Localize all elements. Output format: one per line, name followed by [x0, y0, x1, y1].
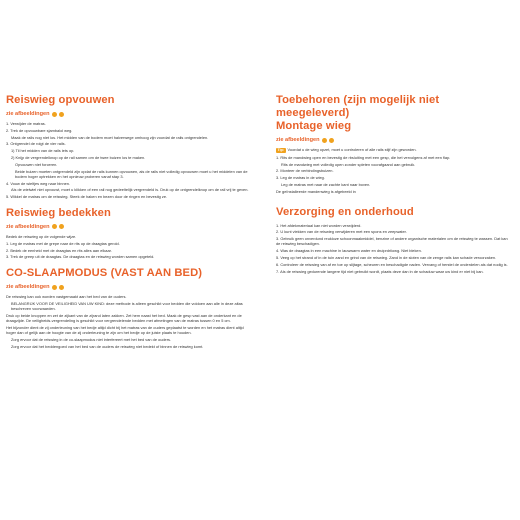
see-images-assembly: zie afbeeldingen	[276, 137, 512, 143]
step: 6. Controleer de reiswieg van af en toe op slijtage, scheuren en beschadigde naden. Vervang of herstel de onderdelen als dat nodig is.	[276, 261, 508, 267]
step: 7. Als de reiswieg gedurende langere tijd niet gebruikt wordt, plaats deze dan in de schaduw waar uw kind er niet bij kan.	[276, 268, 484, 274]
substep: 1) Til het midden van de rails iets op.	[11, 148, 75, 154]
step: 1. Leg de matras met de grepe naar de rits op de draagtas gerold.	[6, 240, 120, 246]
note: Rits de mandwieg met volledig open zonder spleten voorafgaand aan gebruik.	[281, 161, 416, 167]
step: 2. Bedek de eenheid met de draagtas en rits alles aan elkaar.	[6, 247, 112, 253]
section-title-cover: Reiswieg bedekken	[6, 206, 111, 219]
see-images-fold: zie afbeeldingen	[6, 111, 254, 117]
right-column	[276, 94, 512, 275]
note: Opvouwen niet forceren.	[15, 161, 58, 167]
paragraph: Het bijzonder dient de zij onderleuning van het bedje altijd dicht bij het matras van de ouders geplaatst te worden en het matras dient altijd hoger dan of gelijk aan de hoogte van de zij onderleuning te zijn om het bedje op de juiste plaats te houden.	[6, 324, 244, 336]
paragraph: Druk op beide knoppen en zet de zijkant van de zijrand laten zakken. Zet hem naast het bed. Maak de gesp vast aan de onderkant en de draagzijde. De veiligheids-vergrendeling is geschikt voor vergrendelende bedden met afmetingen van de matras tussen 0 en 5 cm.	[6, 312, 242, 324]
substep: 2) Knijp de vergrendelknop op de rail samen om de twee buizen los te maken.	[11, 154, 146, 160]
image-ref-icon	[52, 285, 57, 290]
step: 1. Het afdekmateriaal kan niet worden verwijderd.	[276, 222, 362, 228]
section-title-care: Verzorging en onderhoud	[276, 205, 414, 218]
note: Maak de rails nog niet los. Het midden van de bodem moet halverwege omhoog zijn voordat de rails ontgrendelen.	[11, 134, 209, 140]
step: 2. Trek de opvouwbare sjambalol weg.	[6, 127, 73, 133]
note: Als de wielwiel niet opvouwt, moet u klikken of een rail nog gedeeltelijk vergrendeld is. Druk op de ontgrendelknop om de rail vrij te geven.	[11, 187, 249, 193]
paragraph: De geïnstalleerde mandenwieg is afgebeeld in	[276, 188, 356, 194]
paragraph: Bedek de reiswieg op de volgende wijze.	[6, 233, 77, 239]
step: 2. Monteer de verbindingsbuizen.	[276, 168, 334, 174]
image-ref-icon	[59, 112, 64, 117]
image-ref-icon	[329, 138, 334, 143]
paragraph: De reiswieg kan ook worden vastgemaakt aan het bed van de ouders.	[6, 294, 127, 300]
step: 5. Veeg op het strand of in de tuin zand en grind van de reiswieg. Zand in de sloten van de zenge rails kan schade veroorzaken.	[276, 254, 497, 260]
tip-paragraph: Tip: Voordat u de wieg opzet, moet u controleren of alle rails stijf zijn geworden.	[277, 147, 417, 152]
step: 1. Rits de mandwieg open en bevestig de rbsluiting met een gesp, die het vervolgens af met een flap.	[276, 154, 451, 160]
image-ref-icon	[322, 138, 327, 143]
note: Zorg ervoor dat het beddengoed van het bed van de ouders de reiswieg niet bedekt of binnen de reiswieg komt.	[11, 343, 204, 349]
section-title-assembly: Montage wieg	[276, 120, 352, 132]
step: 3. Gebruik geen onverdund reukloze schoonmaakmiddel, benzine of andere organische materialen om de reiswieg te wassen. Dat kan de reiswieg beschadigen.	[276, 236, 508, 247]
note: Zorg ervoor dat de reiswieg in de co-slaapmodus niet interfereert met het bed van de ouders.	[11, 336, 172, 342]
step: 4. Was de draagtas in een machine in lauwwarm water en druiprdriiowg. Niet bleken.	[276, 248, 422, 254]
step: 3. Ontgrendel de rolgt de vier rails.	[6, 141, 66, 147]
step: 2. U kunt vlekken van de reiswieg verwijderen met een spons en zeepwater.	[276, 229, 407, 235]
image-ref-icon	[59, 285, 64, 290]
section-title-accessories: Toebehoren (zijn mogelijk niet meegeleverd)	[276, 94, 440, 119]
image-ref-icon	[52, 224, 57, 229]
note: Leg de matras met naar de zachte kant naar boven.	[281, 181, 371, 187]
tip-badge: Tip:	[277, 148, 285, 152]
image-ref-icon	[59, 224, 64, 229]
step: 5. Wikkel de matras om de reiswieg. Steek de haken en bezen door de ringen en bevestig ze.	[6, 194, 168, 200]
step: 1. Verwijder de matras.	[6, 121, 46, 126]
see-images-cover: zie afbeeldingen	[6, 224, 254, 230]
note: Beide buizen moeten ontgrendeld zijn opdat de rails kunnen opvouwen, als de rails niet volledig opvouwen moet u het middelen van de bodem hoger optrekken en het opnieuw proberen vanaf stap 3.	[15, 168, 248, 179]
section-title-fold: Reiswieg opvouwen	[6, 94, 115, 106]
step: 3. Leg de matras in de wieg.	[276, 175, 325, 181]
image-ref-icon	[52, 112, 57, 117]
section-title-cosleep: CO-SLAAPMODUS (VAST AAN BED)	[6, 267, 203, 280]
warning: BELANGRIJK VOOR DE VEILIGHEID VAN UW KIND: deze methode is alleen geschikt voor bedden die voldoen aan alle in deze altas beschreven voorwaarden.	[11, 300, 243, 312]
left-column	[6, 94, 254, 351]
step: 4. Vouw de wieltjes weg naar binnen.	[6, 180, 71, 186]
step: 3. Trek de greep uit de draagtas. De draagtas en de reiswieg worden samen opgeteld.	[6, 254, 155, 260]
see-images-cosleep: zie afbeeldingen	[6, 284, 254, 290]
